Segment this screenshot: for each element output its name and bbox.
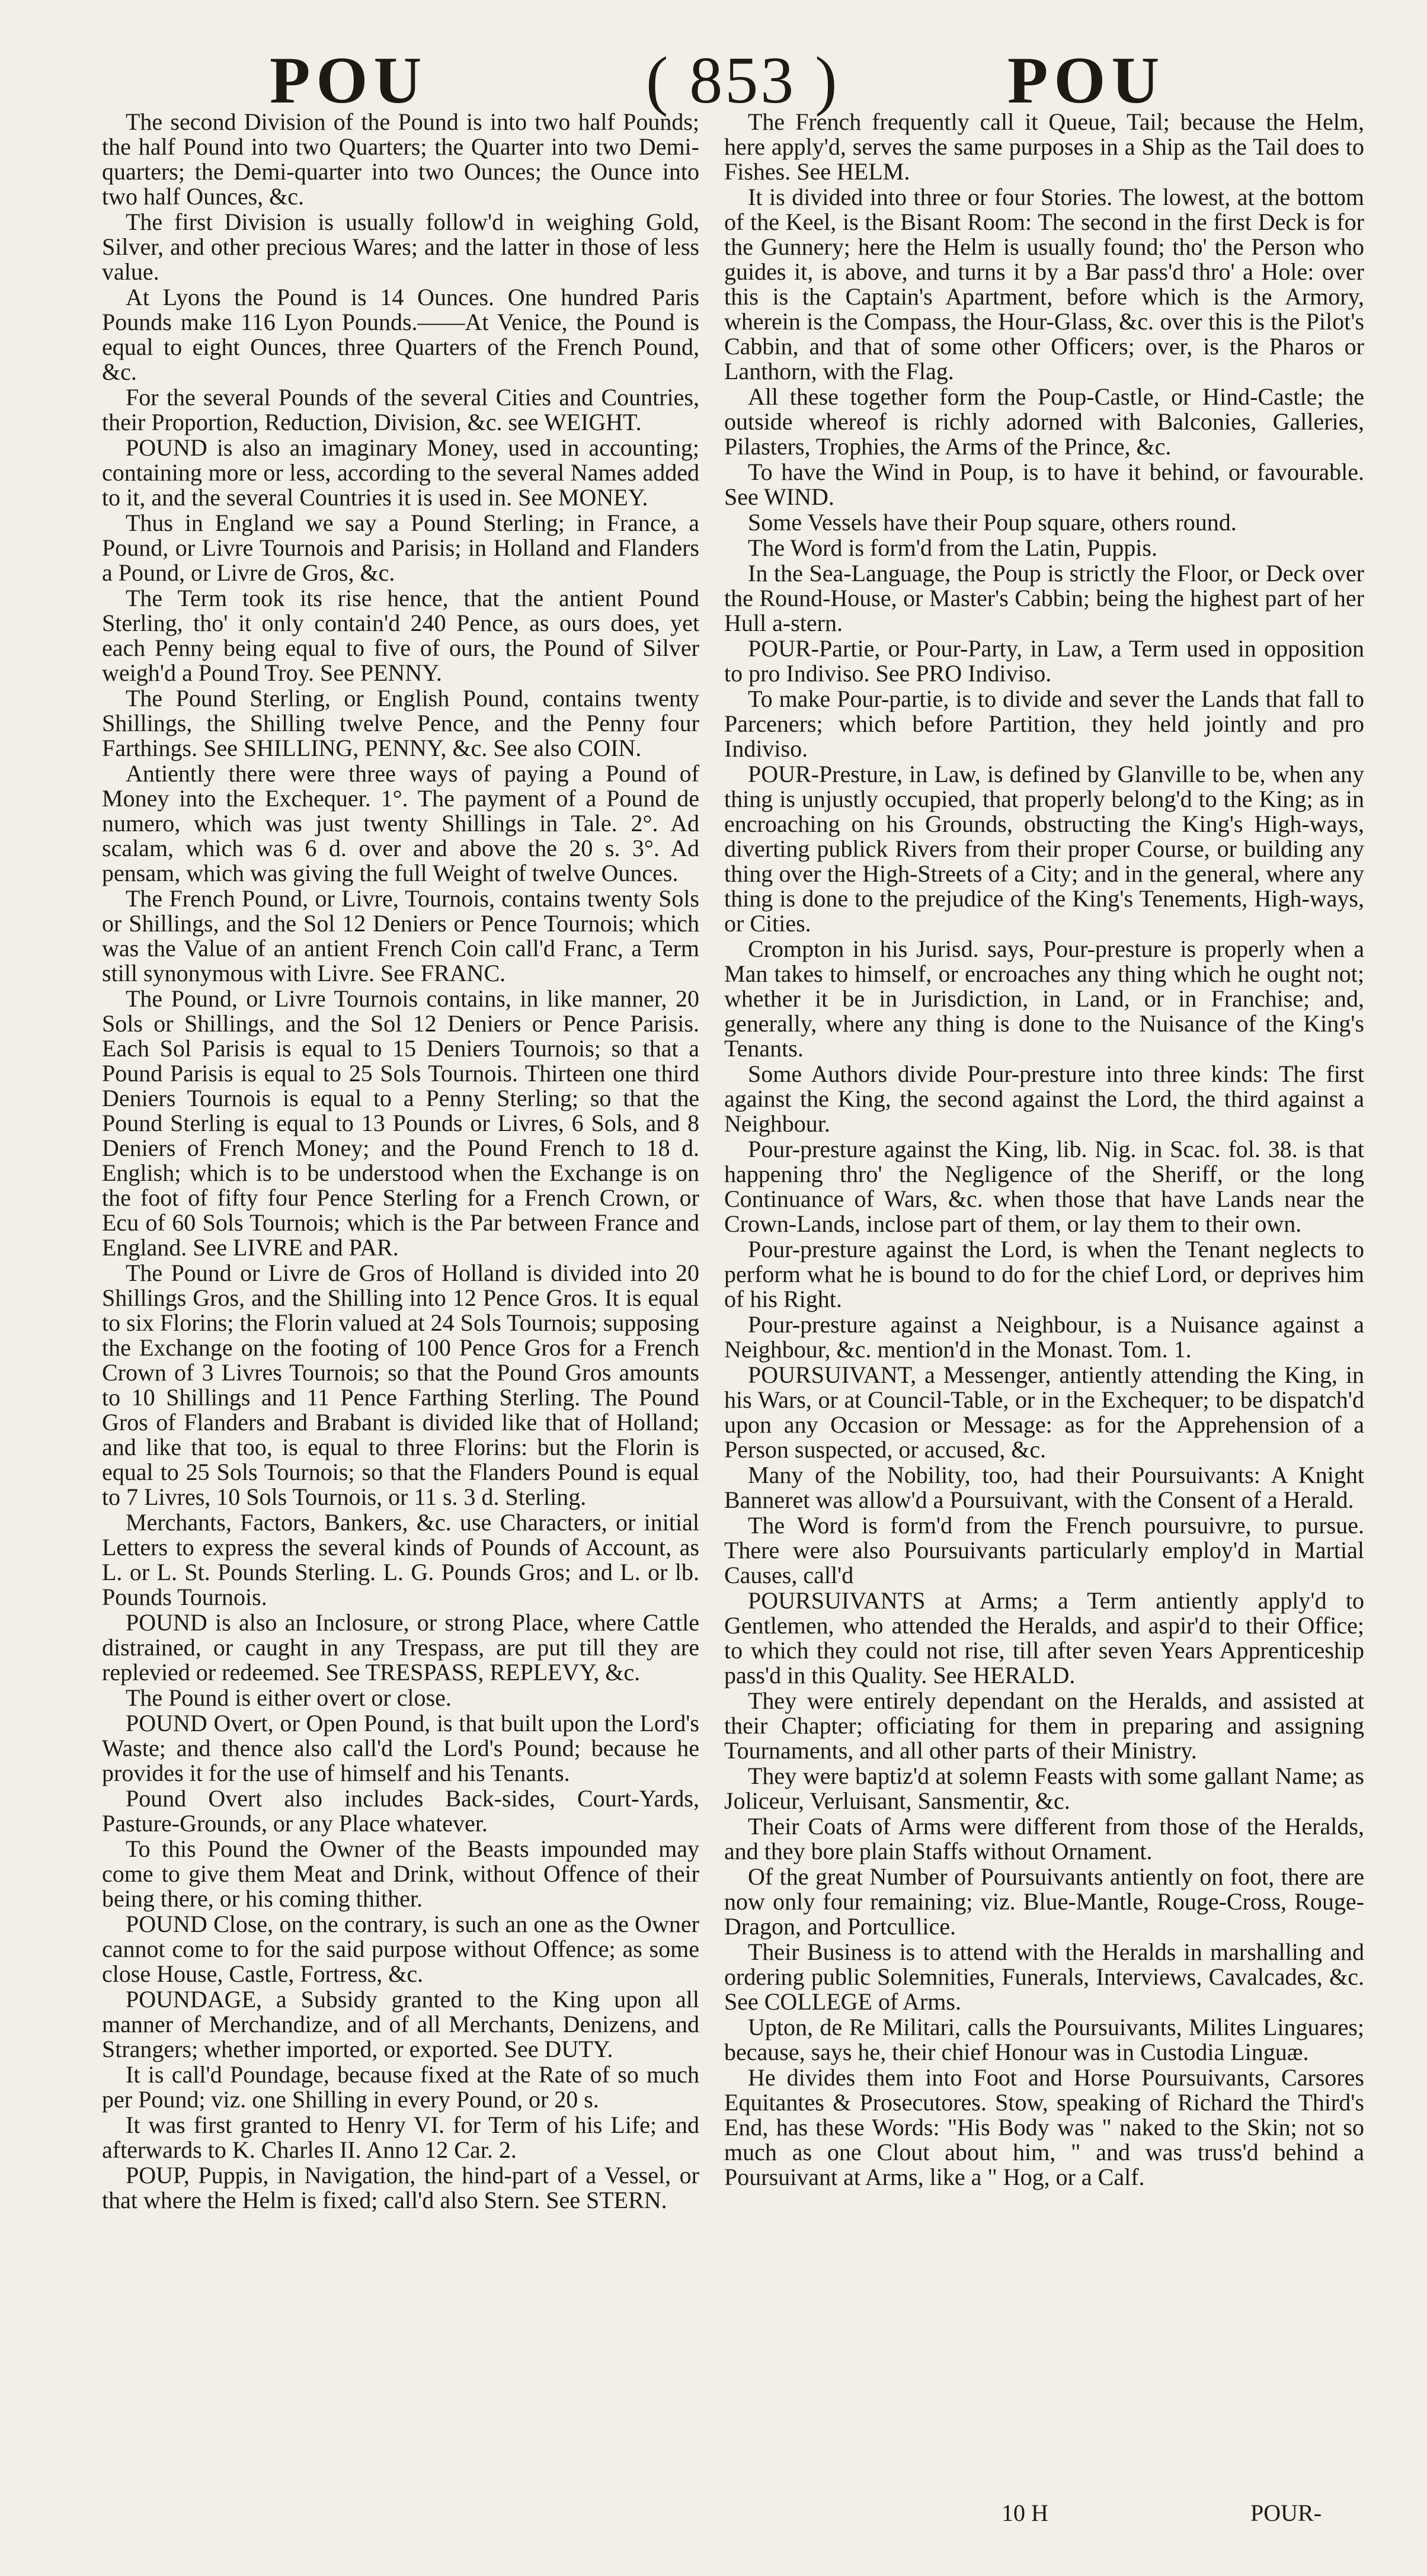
entry-paragraph: Pour-presture against the Lord, is when the Tenant neglects to perform what he is bound to do for the chief Lord, or deprives him of his Right. (724, 1236, 1364, 1312)
entry-paragraph: POURSUIVANTS at Arms; a Term antiently apply'd to Gentlemen, who attended the Heralds, and aspir'd to their Office; to which they could not rise, till after seven Years Apprenticeship pass'd in this Quality. See HERALD. (724, 1587, 1364, 1689)
entry-paragraph: It is divided into three or four Stories. The lowest, at the bottom of the Keel, is the Bisant Room: The second in the first Deck is for the Gunnery; here the Helm is usually found; tho' the Person who guides it, is above, and turns it by a Bar pass'd thro' a Hole: over this is the Captain's Apartment, before which is the Armory, wherein is the Compass, the Hour-Glass, &c. over this is the Pilot's Cabbin, and that of some other Officers; over, is the Pharos or Lanthorn, with the Flag. (724, 184, 1364, 385)
entry-paragraph: Upton, de Re Militari, calls the Poursuivants, Milites Linguares; because, says he, their chief Honour was in Custodia Linguæ. (724, 2014, 1364, 2065)
running-head-right: POU (1007, 44, 1166, 117)
entry-paragraph: Crompton in his Jurisd. says, Pour-presture is properly when a Man takes to himself, or encroaches any thing which he ought not; whether it be in Jurisdiction, in Land, or in Franchise; and, generally, where any thing is done to the Nuisance of the King's Tenants. (724, 935, 1364, 1062)
catchword: POUR- (1250, 2500, 1322, 2526)
entry-paragraph: It was first granted to Henry VI. for Term of his Life; and afterwards to K. Charles II. Anno 12 Car. 2. (102, 2112, 699, 2163)
entry-paragraph: Their Coats of Arms were different from those of the Heralds, and they bore plain Staffs without Ornament. (724, 1813, 1364, 1864)
entry-paragraph: The Pound, or Livre Tournois contains, in like manner, 20 Sols or Shillings, and the Sol 12 Deniers or Pence Parisis. Each Sol Parisis is equal to 15 Deniers Tournois; so that a Pound Parisis is equal to 25 Sols Tournois. Thirteen one third Deniers Tournois is equal to a Penny Sterling; so that the Pound Sterling is equal to 13 Pounds or Livres, 6 Sols, and 8 Deniers of French Money; and the Pound French to 18 d. English; which is to be understood when the Exchange is on the foot of fifty four Pence Sterling for a French Crown, or Ecu of 60 Sols Tournois; which is the Par between France and England. See LIVRE and PAR. (102, 985, 699, 1261)
entry-paragraph: The Pound is either overt or close. (126, 1684, 452, 1711)
left-column (102, 110, 699, 2213)
entry-paragraph: Pound Overt also includes Back-sides, Court-Yards, Pasture-Grounds, or any Place whatever. (102, 1785, 699, 1837)
entry-paragraph: In the Sea-Language, the Poup is strictly the Floor, or Deck over the Round-House, or Master's Cabbin; being the highest part of her Hull a-stern. (724, 560, 1364, 636)
page-number: ( 853 ) (646, 44, 840, 117)
entry-paragraph: Their Business is to attend with the Heralds in marshalling and ordering public Solemnities, Funerals, Interviews, Cavalcades, &c. See COLLEGE of Arms. (724, 1939, 1364, 2015)
entry-paragraph: Some Vessels have their Poup square, others round. (748, 509, 1237, 536)
entry-paragraph: The first Division is usually follow'd in weighing Gold, Silver, and other precious Wares; and the latter in those of less value. (102, 209, 699, 285)
entry-paragraph: POURSUIVANT, a Messenger, antiently attending the King, in his Wars, or at Council-Table, or in the Exchequer; to be dispatch'd upon any Occasion or Message: as for the Apprehension of a Person suspected, or accused, &c. (724, 1361, 1364, 1463)
entry-paragraph: Some Authors divide Pour-presture into three kinds: The first against the King, the second against the Lord, the third against a Neighbour. (724, 1060, 1364, 1137)
right-column (724, 110, 1364, 2190)
signature-mark: 10 H (1002, 2500, 1048, 2526)
entry-paragraph: The Word is form'd from the French poursuivre, to pursue. There were also Poursuivants particularly employ'd in Martial Causes, call'd (724, 1512, 1364, 1588)
entry-paragraph: To have the Wind in Poup, is to have it behind, or favourable. See WIND. (724, 459, 1364, 510)
entry-paragraph: The Term took its rise hence, that the antient Pound Sterling, tho' it only contain'd 240 Pence, as ours does, yet each Penny being equal to five of ours, the Pound of Silver weigh'd a Pound Troy. See PENNY. (102, 585, 699, 686)
entry-paragraph: They were entirely dependant on the Heralds, and assisted at their Chapter; officiating for them in preparing and assigning Tournaments, and all other parts of their Ministry. (724, 1687, 1364, 1764)
entry-paragraph: POUNDAGE, a Subsidy granted to the King upon all manner of Merchandize, and of all Merchants, Denizens, and Strangers; whether imported, or exported. See DUTY. (102, 1986, 699, 2062)
entry-paragraph: At Lyons the Pound is 14 Ounces. One hundred Paris Pounds make 116 Lyon Pounds.——At Venice, the Pound is equal to eight Ounces, three Quarters of the French Pound, &c. (102, 284, 699, 385)
entry-paragraph: POUR-Partie, or Pour-Party, in Law, a Term used in opposition to pro Indiviso. See PRO Indiviso. (724, 635, 1364, 687)
entry-paragraph: POUND is also an Inclosure, or strong Place, where Cattle distrained, or caught in any Trespass, are put till they are replevied or redeemed. See TRESPASS, REPLEVY, &c. (102, 1609, 699, 1686)
entry-paragraph: Pour-presture against a Neighbour, is a Nuisance against a Neighbour, &c. mention'd in the Monast. Tom. 1. (724, 1311, 1364, 1363)
entry-paragraph: Many of the Nobility, too, had their Poursuivants: A Knight Banneret was allow'd a Poursuivant, with the Consent of a Herald. (724, 1462, 1364, 1513)
entry-paragraph: The Pound Sterling, or English Pound, contains twenty Shillings, the Shilling twelve Pence, and the Penny four Farthings. See SHILLING, PENNY, &c. See also COIN. (102, 685, 699, 761)
entry-paragraph: The second Division of the Pound is into two half Pounds; the half Pound into two Quarters; the Quarter into two Demi-quarters; the Demi-quarter into two Ounces; the Ounce into two half Ounces, &c. (102, 108, 699, 210)
entry-paragraph: POUR-Presture, in Law, is defined by Glanville to be, when any thing is unjustly occupied, that properly belong'd to the King; as in encroaching on his Grounds, obstructing the King's High-ways, diverting publick Rivers from their proper Course, or building any thing over the High-Streets of a City; and in the general, where any thing is done to the prejudice of the King's Tenements, High-ways, or Cities. (724, 761, 1364, 937)
entry-paragraph: Pour-presture against the King, lib. Nig. in Scac. fol. 38. is that happening thro' the Negligence of the Sheriff, or the long Continuance of Wars, &c. when those that have Lands near the Crown-Lands, inclose part of them, or lay them to their own. (724, 1136, 1364, 1237)
entry-paragraph: Of the great Number of Poursuivants antiently on foot, there are now only four remaining; viz. Blue-Mantle, Rouge-Cross, Rouge-Dragon, and Portcullice. (724, 1863, 1364, 1940)
entry-paragraph: POUND is also an imaginary Money, used in accounting; containing more or less, according to the several Names added to it, and the several Countries it is used in. See MONEY. (102, 434, 699, 511)
entry-paragraph: The French frequently call it Queue, Tail; because the Helm, here apply'd, serves the same purposes in a Ship as the Tail does to Fishes. See HELM. (724, 108, 1364, 185)
running-head-left: POU (270, 44, 428, 117)
entry-paragraph: To make Pour-partie, is to divide and sever the Lands that fall to Parceners; which before Partition, they held jointly and pro Indiviso. (724, 685, 1364, 762)
entry-paragraph: The Pound or Livre de Gros of Holland is divided into 20 Shillings Gros, and the Shilling into 12 Pence Gros. It is equal to six Florins; the Florin valued at 24 Sols Tournois; supposing the Exchange on the footing of 100 Pence Gros for a French Crown of 3 Livres Tournois; so that the Pound Gros amounts to 10 Shillings and 11 Pence Farthing Sterling. The Pound Gros of Flanders and Brabant is divided like that of Holland; and like that too, is equal to three Florins: but the Florin is equal to 25 Sols Tournois; so that the Flanders Pound is equal to 7 Livres, 10 Sols Tournois, or 11 s. 3 d. Sterling. (102, 1260, 699, 1510)
entry-paragraph: POUP, Puppis, in Navigation, the hind-part of a Vessel, or that where the Helm is fixed; call'd also Stern. See STERN. (102, 2162, 699, 2213)
entry-paragraph: Merchants, Factors, Bankers, &c. use Characters, or initial Letters to express the several kinds of Pounds of Account, as L. or L. St. Pounds Sterling. L. G. Pounds Gros; and L. or lb. Pounds Tournois. (102, 1509, 699, 1610)
entry-paragraph: To this Pound the Owner of the Beasts impounded may come to give them Meat and Drink, without Offence of their being there, or his coming thither. (102, 1835, 699, 1912)
entry-paragraph: For the several Pounds of the several Cities and Countries, their Proportion, Reduction, Division, &c. see WEIGHT. (102, 384, 699, 435)
entry-paragraph: The Word is form'd from the Latin, Puppis. (748, 534, 1157, 561)
entry-paragraph: The French Pound, or Livre, Tournois, contains twenty Sols or Shillings, and the Sol 12 Deniers or Pence Tournois; which was the Value of an antient French Coin call'd Franc, a Term still synonymous with Livre. See FRANC. (102, 885, 699, 986)
entry-paragraph: Thus in England we say a Pound Sterling; in France, a Pound, or Livre Tournois and Parisis; in Holland and Flanders a Pound, or Livre de Gros, &c. (102, 510, 699, 586)
entry-paragraph: All these together form the Poup-Castle, or Hind-Castle; the outside whereof is richly adorned with Balconies, Galleries, Pilasters, Trophies, the Arms of the Prince, &c. (724, 383, 1364, 460)
entry-paragraph: POUND Close, on the contrary, is such an one as the Owner cannot come to for the said purpose without Offence; as some close House, Castle, Fortress, &c. (102, 1911, 699, 1987)
entry-paragraph: They were baptiz'd at solemn Feasts with some gallant Name; as Joliceur, Verluisant, Sansmentir, &c. (724, 1763, 1364, 1814)
entry-paragraph: POUND Overt, or Open Pound, is that built upon the Lord's Waste; and thence also call'd the Lord's Pound; because he provides it for the use of himself and his Tenants. (102, 1710, 699, 1786)
entry-paragraph: Antiently there were three ways of paying a Pound of Money into the Exchequer. 1°. The payment of a Pound de numero, which was just twenty Shillings in Tale. 2°. Ad scalam, which was 6 d. over and above the 20 s. 3°. Ad pensam, which was giving the full Weight of twelve Ounces. (102, 760, 699, 886)
entry-paragraph: It is call'd Poundage, because fixed at the Rate of so much per Pound; viz. one Shilling in every Pound, or 20 s. (102, 2061, 699, 2113)
entry-paragraph: He divides them into Foot and Horse Poursuivants, Carsores Equitantes & Prosecutores. Stow, speaking of Richard the Third's End, has these Words: "His Body was " naked to the Skin; not so much as one Clout about him, " and was truss'd behind a Poursuivant at Arms, like a " Hog, or a Calf. (724, 2064, 1364, 2190)
